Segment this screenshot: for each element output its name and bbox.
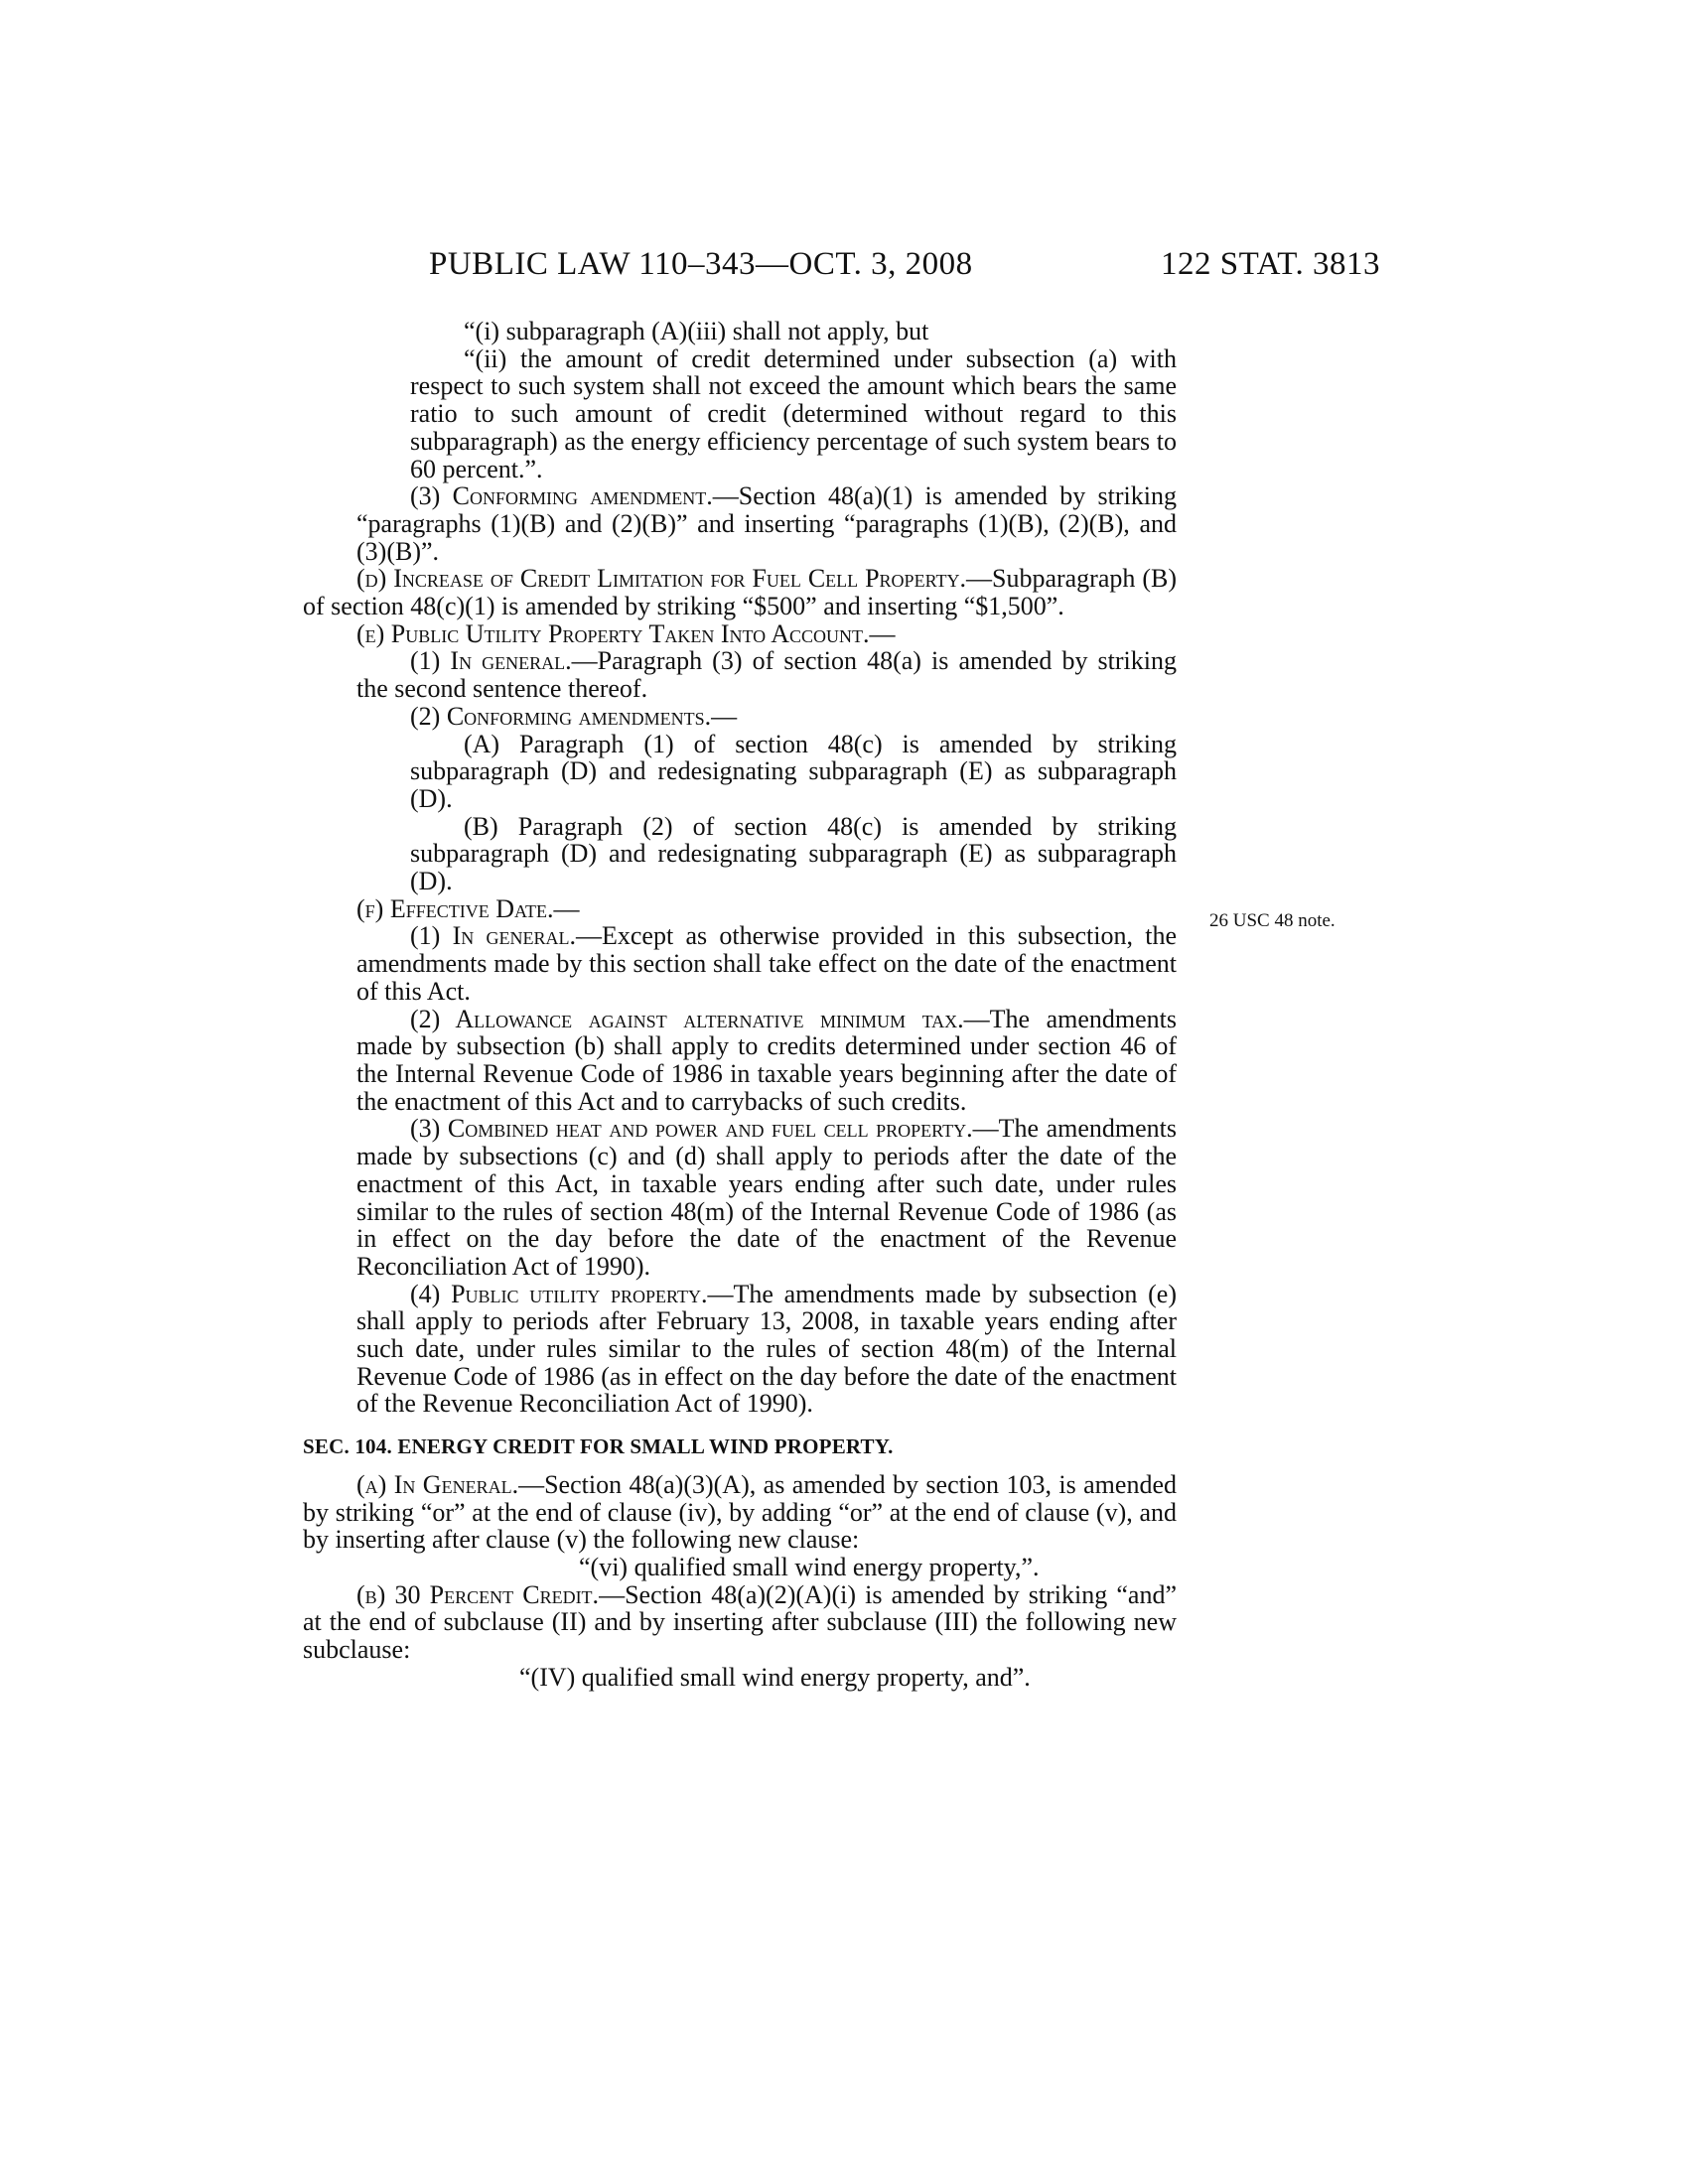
paragraph-heading: (2) Conforming amendments. [410,701,712,731]
paragraph [303,731,1177,813]
paragraph [303,1554,1177,1581]
paragraph [303,1581,1177,1664]
paragraph-text: — [553,893,580,923]
paragraph [303,318,1177,345]
paragraph-text: —Section 48(a)(3)(A), as amended by section 103, is amended by striking “or” at the end of clause (iv), by adding “or” at the end of clause (v), and by inserting after clause (v) the following new clause: [303,1469,1177,1555]
paragraph-heading: (1) In general. [410,646,572,676]
paragraph-text: (A) Paragraph (1) of section 48(c) is amended by striking subparagraph (D) and redesignating subparagraph (E) as subparagraph (D). [410,729,1177,813]
paragraph-heading: (f) Effective Date. [356,893,554,923]
paragraph [303,1281,1177,1419]
paragraph [303,1115,1177,1280]
page-header [429,246,1380,286]
paragraph-heading: (a) In General. [356,1469,519,1499]
document-body [303,318,1177,1691]
paragraph-heading: (2) Allowance against alternative minimum tax. [410,1004,964,1033]
paragraph [303,922,1177,1005]
paragraph-text: —Section 48(a)(1) is amended by striking “paragraphs (1)(B) and (2)(B)” and inserting “paragraphs (1)(B), (2)(B), and (3)(B)”. [356,481,1177,566]
paragraph-heading: (e) Public Utility Property Taken Into Account. [356,618,870,648]
paragraph-text: —The amendments made by subsection (e) shall apply to periods after February 13, 2008, in taxable years ending after such date, under rules similar to the rules of section 48(m) of the Internal Revenue Code of 1986 (as in effect on the day before the date of the enactment of the Revenue Reconciliation Act of 1990). [356,1279,1177,1419]
paragraph-text: —The amendments made by subsection (b) shall apply to credits determined under section 46 of the Internal Revenue Code of 1986 in taxable years beginning after the date of the enactment of this Act and to carrybacks of such credits. [356,1004,1177,1116]
paragraph [303,482,1177,565]
paragraph-text: —Subparagraph (B) of section 48(c)(1) is amended by striking “$500” and inserting “$1,500”. [303,564,1177,621]
paragraph [303,620,1177,648]
margin-note: 26 USC 48 note. [1209,910,1336,931]
paragraph [303,647,1177,702]
paragraph-text: (B) Paragraph (2) of section 48(c) is amended by striking subparagraph (D) and redesignating subparagraph (E) as subparagraph (D). [410,811,1177,896]
paragraph-text: —Except as otherwise provided in this subsection, the amendments made by this section shall take effect on the date of the enactment of this Act. [356,921,1177,1006]
paragraph [303,813,1177,895]
paragraph-heading: (4) Public utility property. [410,1279,708,1308]
paragraph-text: —Paragraph (3) of section 48(a) is amended by striking the second sentence thereof. [356,646,1177,704]
paragraph-heading: (3) Conforming amendment. [410,481,713,511]
paragraph [303,703,1177,731]
paragraph-heading: (3) Combined heat and power and fuel cell property. [410,1114,973,1144]
paragraph-text: — [711,701,738,731]
paragraph-text: SEC. 104. ENERGY CREDIT FOR SMALL WIND PROPERTY. [303,1434,894,1459]
paragraph [303,1471,1177,1554]
paragraph-text: — [869,618,896,648]
paragraph-heading: (1) In general. [410,921,576,951]
paragraph [303,1006,1177,1116]
paragraph-text: “(i) subparagraph (A)(iii) shall not apply, but [464,317,929,345]
paragraph [303,1664,1177,1692]
law-citation: PUBLIC LAW 110–343—OCT. 3, 2008 [429,246,973,282]
paragraph [303,345,1177,483]
section-heading [303,1433,1177,1461]
paragraph-text: “(vi) qualified small wind energy property,”. [579,1552,1040,1581]
paragraph-heading: (d) Increase of Credit Limitation for Fuel Cell Property. [356,564,966,594]
statute-page: 122 STAT. 3813 [1160,246,1380,282]
paragraph [303,565,1177,619]
paragraph-heading: (b) 30 Percent Credit. [356,1579,600,1609]
paragraph-text: “(ii) the amount of credit determined under subsection (a) with respect to such system shall not exceed the amount which bears the same ratio to such amount of credit (determined without regard to this subparagraph) as the energy efficiency percentage of such system bears to 60 percent.”. [410,343,1177,483]
paragraph [303,895,1177,923]
paragraph-text: —The amendments made by subsections (c) and (d) shall apply to periods after the date of the enactment of this Act, in taxable years ending after such date, under rules similar to the rules of section 48(m) of the Internal Revenue Code of 1986 (as in effect on the day before the date of the enactment of the Revenue Reconciliation Act of 1990). [356,1114,1177,1281]
paragraph-text: “(IV) qualified small wind energy property, and”. [519,1662,1031,1692]
paragraph-text: —Section 48(a)(2)(A)(i) is amended by striking “and” at the end of subclause (II) and by inserting after subclause (III) the following new subclause: [303,1579,1178,1665]
